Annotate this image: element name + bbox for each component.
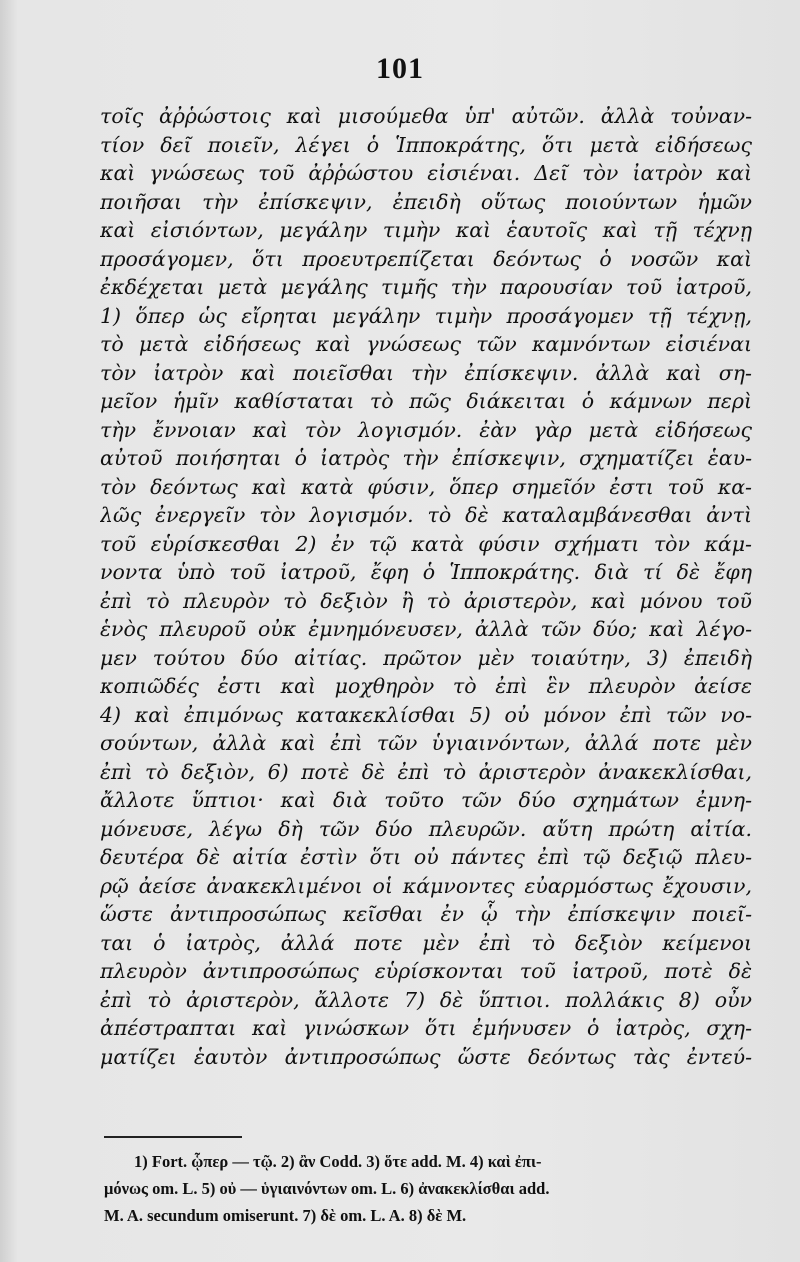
text-line: τὸν δεόντως καὶ κατὰ φύσιν, ὅπερ σημεῖόν ἐστι τοῦ κα- [100,474,752,499]
text-line: τὴν ἔννοιαν καὶ τὸν λογισμόν. ἐὰν γὰρ μετὰ εἰδήσεως [100,417,752,442]
footnote-separator [104,1136,242,1138]
text-line: τοῦ εὑρίσκεσθαι 2) ἐν τῷ κατὰ φύσιν σχήματι τὸν κάμ- [100,531,752,556]
footnotes [104,1148,752,1229]
text-line: μόνευσε, λέγω δὴ τῶν δύο πλευρῶν. αὕτη πρώτη αἰτία. [100,816,752,841]
text-line: ἄλλοτε ὕπτιοι· καὶ διὰ τοῦτο τῶν δύο σχημάτων ἐμνη- [100,788,752,812]
text-line: αὐτοῦ ποιήσηται ὁ ἰατρὸς τὴν ἐπίσκεψιν, σχηματίζει ἑαυ- [100,446,752,470]
text-line: κοπιῶδές ἐστι καὶ μοχθηρὸν τὸ ἐπὶ ἓν πλευρὸν ἀείσε [100,674,752,698]
text-line: 1) ὅπερ ὡς εἴρηται μεγάλην τιμὴν προσάγομεν τῇ τέχνῃ, [100,303,752,328]
text-line: τίον δεῖ ποιεῖν, λέγει ὁ Ἱπποκράτης, ὅτι μετὰ εἰδήσεως [100,132,752,157]
text-line: πλευρὸν ἀντιπροσώπως εὑρίσκονται τοῦ ἰατροῦ, ποτὲ δὲ [100,959,752,983]
footnote-line: 1) Fort. ᾧπερ — τῷ. 2) ἂν Codd. 3) ὅτε add. M. 4) καὶ ἐπι- [134,1152,542,1171]
text-line: ται ὁ ἰατρὸς, ἀλλά ποτε μὲν ἐπὶ τὸ δεξιὸν κείμενοι [100,930,752,955]
text-line: σούντων, ἀλλὰ καὶ ἐπὶ τῶν ὑγιαινόντων, ἀλλά ποτε μὲν [100,731,752,755]
text-line: ποιῆσαι τὴν ἐπίσκεψιν, ἐπειδὴ οὕτως ποιούντων ἡμῶν [100,189,752,214]
text-line: προσάγομεν, ὅτι προευτρεπίζεται δεόντως ὁ νοσῶν καὶ [100,246,752,271]
page-number: 101 [376,52,424,85]
text-line: τὸ μετὰ εἰδήσεως καὶ γνώσεως τῶν καμνόντων εἰσιέναι [100,332,752,356]
text-line: τὸν ἰατρὸν καὶ ποιεῖσθαι τὴν ἐπίσκεψιν. ἀλλὰ καὶ ση- [100,360,752,385]
text-line: μεῖον ἡμῖν καθίσταται τὸ πῶς διάκειται ὁ κάμνων περὶ [100,389,752,413]
text-line: 4) καὶ ἐπιμόνως κατακεκλίσθαι 5) οὐ μόνον ἐπὶ τῶν νο- [100,702,752,727]
footnote-line: M. A. secundum omiserunt. 7) δὲ om. L. A. 8) δὲ M. [104,1206,467,1225]
text-line: ἑνὸς πλευροῦ οὐκ ἐμνημόνευσεν, ἀλλὰ τῶν δύο; καὶ λέγο- [100,617,752,641]
text-line: καὶ εἰσιόντων, μεγάλην τιμὴν καὶ ἑαυτοῖς καὶ τῇ τέχνῃ [100,218,752,242]
text-line: ἐπὶ τὸ πλευρὸν τὸ δεξιὸν ἢ τὸ ἀριστερὸν, καὶ μόνου τοῦ [100,588,752,613]
text-line: ρῷ ἀείσε ἀνακεκλιμένοι οἱ κάμνοντες εὐαρμόστως ἔχουσιν, [100,873,752,898]
text-line: νοντα ὑπὸ τοῦ ἰατροῦ, ἔφη ὁ Ἱπποκράτης. διὰ τί δὲ ἔφη [100,560,752,584]
text-line: ἐπὶ τὸ ἀριστερὸν, ἄλλοτε 7) δὲ ὕπτιοι. πολλάκις 8) οὖν [100,987,752,1012]
text-line: ὥστε ἀντιπροσώπως κεῖσθαι ἐν ᾧ τὴν ἐπίσκεψιν ποιεῖ- [100,902,752,926]
text-line: λῶς ἐνεργεῖν τὸν λογισμόν. τὸ δὲ καταλαμβάνεσθαι ἀντὶ [100,503,752,527]
text-line: ἐκδέχεται μετὰ μεγάλης τιμῆς τὴν παρουσίαν τοῦ ἰατροῦ, [100,275,752,299]
text-line: ἀπέστραπται καὶ γινώσκων ὅτι ἐμήνυσεν ὁ ἰατρὸς, σχη- [100,1016,752,1040]
text-line: δευτέρα δὲ αἰτία ἐστὶν ὅτι οὐ πάντες ἐπὶ τῷ δεξιῷ πλευ- [100,845,752,869]
text-line: καὶ γνώσεως τοῦ ἀῤῥώστου εἰσιέναι. Δεῖ τὸν ἰατρὸν καὶ [100,161,752,185]
text-line: τοῖς ἀῤῥώστοις καὶ μισούμεθα ὑπ' αὐτῶν. ἀλλὰ τοὐναν- [100,104,752,128]
text-line: μεν τούτου δύο αἰτίας. πρῶτον μὲν τοιαύτην, 3) ἐπειδὴ [100,645,752,670]
text-line: ματίζει ἑαυτὸν ἀντιπροσώπως ὥστε δεόντως τὰς ἐντεύ- [100,1044,752,1069]
footnote-line: μόνως om. L. 5) οὐ — ὑγιαινόντων om. L. 6) ἀνακεκλίσθαι add. [104,1179,550,1198]
text-line: ἐπὶ τὸ δεξιὸν, 6) ποτὲ δὲ ἐπὶ τὸ ἀριστερὸν ἀνακεκλίσθαι, [100,759,752,784]
main-text [100,102,752,1071]
